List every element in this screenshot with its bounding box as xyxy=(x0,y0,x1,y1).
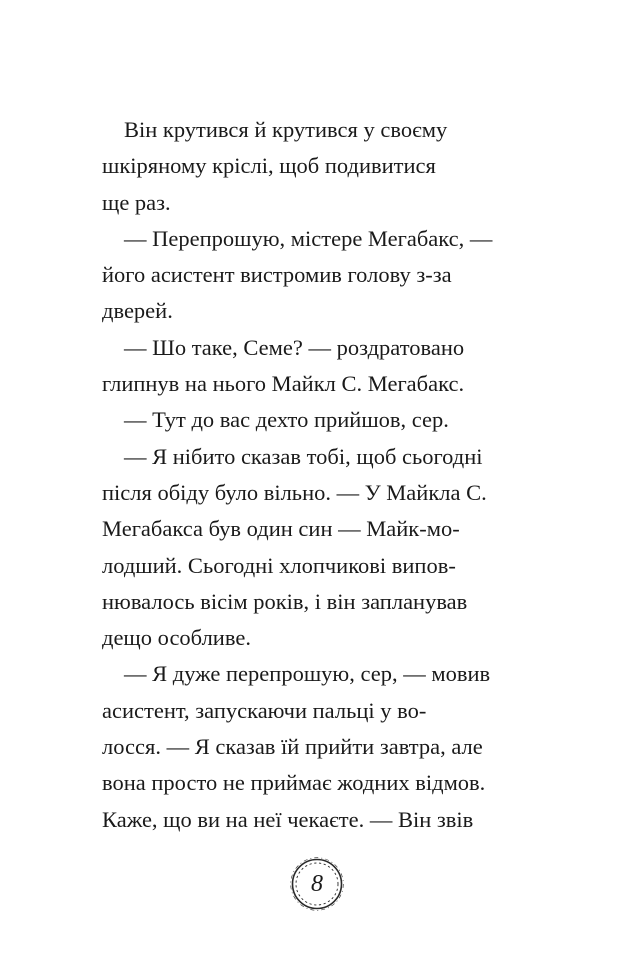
body-text xyxy=(102,112,542,838)
text-line: — Перепрошую, містере Мегабакс, — xyxy=(124,225,493,251)
text-line: — Я нібито сказав тобі, щоб сьогодні xyxy=(124,443,483,469)
text-line: — Шо таке, Семе? — роздратовано xyxy=(124,334,465,360)
text-line: лодший. Сьогодні хлопчикові випов- xyxy=(102,552,456,578)
text-line: шкіряному кріслі, щоб подивитися xyxy=(102,153,436,179)
text-line: Каже, що ви на неї чекаєте. — Він звів xyxy=(102,806,474,832)
text-line: глипнув на нього Майкл С. Мегабакс. xyxy=(102,371,465,397)
text-line: Мегабакса був один син — Майк-мо- xyxy=(102,516,460,542)
text-line: — Я дуже перепрошую, сер, — мовив xyxy=(124,661,491,687)
text-line: асистент, запускаючи пальці у во- xyxy=(102,697,427,723)
text-line: дверей. xyxy=(102,298,173,324)
text-line: Він крутився й крутився у своєму xyxy=(124,117,448,142)
page-number: 8 xyxy=(311,871,323,897)
text-line: лосся. — Я сказав їй прийти завтра, але xyxy=(102,734,483,760)
text-line: після обіду було вільно. — У Майкла С. xyxy=(102,479,487,505)
text-line: вона просто не приймає жодних відмов. xyxy=(102,770,486,796)
text-line: його асистент вистромив голову з-за xyxy=(102,262,452,288)
text-line: дещо особливе. xyxy=(102,625,251,651)
text-line: нювалось вісім років, і він запланував xyxy=(102,588,468,614)
text-line: — Тут до вас дехто прийшов, сер. xyxy=(124,407,449,433)
text-line: ще раз. xyxy=(102,189,171,215)
page-number-badge xyxy=(289,856,345,912)
